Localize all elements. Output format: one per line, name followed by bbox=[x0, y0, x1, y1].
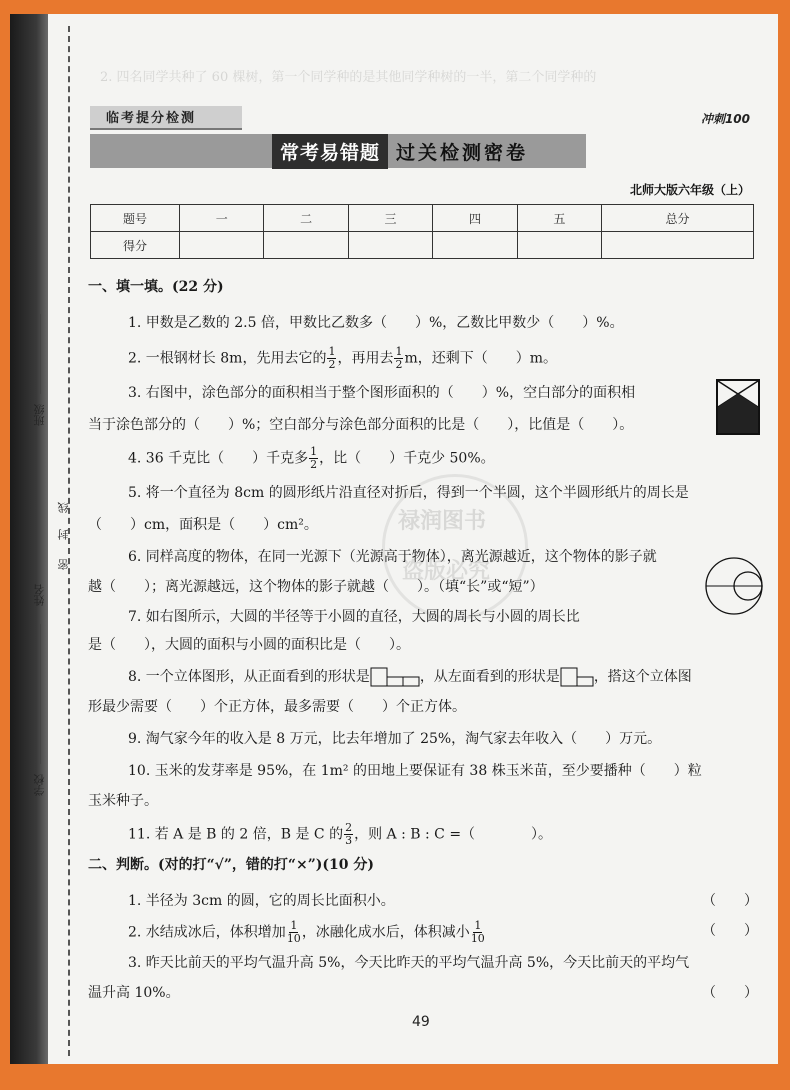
judge-2-text-b: ，冰融化成水后，体积减小 bbox=[301, 924, 470, 941]
side-seal-3: 线 bbox=[57, 502, 70, 513]
score-table bbox=[90, 204, 754, 259]
table-header-cell: 二 bbox=[264, 205, 348, 232]
side-line bbox=[40, 314, 41, 394]
watermark-text-1: 禄润图书 bbox=[398, 509, 487, 534]
question-7-line-1: 7. 如右图所示，大圆的半径等于小圆的直径，大圆的周长与小圆的周长比 bbox=[128, 609, 580, 625]
section-2-title: 二、判断。(对的打“√”，错的打“×”)(10 分) bbox=[88, 857, 374, 873]
side-label-class: 班级 bbox=[33, 404, 46, 426]
table-row-label: 得分 bbox=[91, 232, 180, 259]
side-seal-2: 封 bbox=[57, 529, 70, 540]
side-label-name: 姓名 bbox=[33, 584, 46, 606]
shaded-square-figure bbox=[716, 379, 760, 435]
fraction bbox=[287, 920, 301, 945]
q2-text-a: 2. 一根钢材长 8m，先用去它的 bbox=[128, 350, 327, 367]
numerator: 1 bbox=[310, 445, 318, 458]
q4-text-b: ，比（ ）千克少 50%。 bbox=[319, 450, 495, 467]
question-1: 1. 甲数是乙数的 2.5 倍，甲数比乙数多（ ）%，乙数比甲数少（ ）%。 bbox=[128, 315, 624, 331]
denominator: 2 bbox=[328, 358, 336, 371]
book-spine bbox=[10, 14, 48, 1064]
series-name: 冲刺100 bbox=[700, 112, 750, 126]
q11-text-b: ，则 A : B : C =（ ）。 bbox=[354, 826, 553, 843]
score-cell bbox=[180, 232, 264, 259]
judge-2-text-a: 2. 水结成冰后，体积增加 bbox=[128, 924, 286, 941]
question-11 bbox=[128, 822, 552, 847]
side-label-school: 学校 bbox=[33, 774, 46, 796]
question-6-line-2: 越（ ）；离光源越远，这个物体的影子就越（ ）。（填“长”或“短”） bbox=[88, 579, 544, 595]
fraction bbox=[327, 346, 336, 371]
title-rest: 过关检测密卷 bbox=[396, 141, 529, 164]
title-emphasis: 常考易错题 bbox=[272, 134, 388, 169]
fraction bbox=[344, 822, 353, 847]
answer-paren: （ ） bbox=[702, 985, 758, 1001]
question-8-line-2: 形最少需要（ ）个正方体，最多需要（ ）个正方体。 bbox=[88, 699, 466, 715]
page-number: 49 bbox=[412, 1014, 430, 1030]
score-cell bbox=[433, 232, 517, 259]
q11-text-a: 11. 若 A 是 B 的 2 倍，B 是 C 的 bbox=[128, 826, 344, 843]
score-cell bbox=[602, 232, 754, 259]
question-3-line-2: 当于涂色部分的（ ）%；空白部分与涂色部分面积的比是（ ），比值是（ ）。 bbox=[88, 417, 634, 433]
left-view-shape bbox=[560, 667, 594, 687]
numerator: 1 bbox=[474, 919, 482, 932]
q4-text-a: 4. 36 千克比（ ）千克多 bbox=[128, 450, 309, 467]
denominator: 2 bbox=[310, 458, 318, 471]
numerator: 1 bbox=[395, 345, 403, 358]
judge-1-text: 1. 半径为 3cm 的圆，它的周长比面积小。 bbox=[128, 893, 395, 909]
q8-text-c: ，搭这个立体图 bbox=[593, 669, 692, 685]
edition-label: 北师大版六年级（上） bbox=[629, 183, 750, 197]
section-1-title: 一、填一填。(22 分) bbox=[88, 279, 224, 295]
exam-page bbox=[10, 14, 778, 1064]
question-9: 9. 淘气家今年的收入是 8 万元，比去年增加了 25%，淘气家去年收入（ ）万元。 bbox=[128, 731, 662, 747]
fraction bbox=[394, 346, 403, 371]
question-3-line-1: 3. 右图中，涂色部分的面积相当于整个图形面积的（ ）%，空白部分的面积相 bbox=[128, 385, 636, 401]
score-cell bbox=[348, 232, 432, 259]
table-header-cell: 题号 bbox=[91, 205, 180, 232]
score-cell bbox=[264, 232, 348, 259]
fraction bbox=[471, 920, 485, 945]
table-header-cell: 三 bbox=[348, 205, 432, 232]
question-10-line-2: 玉米种子。 bbox=[88, 793, 158, 809]
judge-1 bbox=[128, 890, 758, 910]
judge-2 bbox=[128, 920, 758, 945]
answer-paren: （ ） bbox=[702, 923, 758, 939]
table-header-cell: 总分 bbox=[602, 205, 754, 232]
denominator: 10 bbox=[286, 932, 301, 945]
question-5-line-1: 5. 将一个直径为 8cm 的圆形纸片沿直径对折后，得到一个半圆，这个半圆形纸片的周长是 bbox=[128, 485, 689, 501]
question-5-line-2: （ ）cm，面积是（ ）cm²。 bbox=[88, 517, 318, 533]
q2-text-b: ，再用去 bbox=[337, 350, 394, 367]
fraction bbox=[309, 446, 318, 471]
question-6-line-1: 6. 同样高度的物体，在同一光源下（光源高于物体），离光源越近，这个物体的影子就 bbox=[128, 549, 657, 565]
numerator: 1 bbox=[328, 345, 336, 358]
q8-text-b: ，从左面看到的形状是 bbox=[419, 669, 560, 685]
q8-text-a: 8. 一个立体图形，从正面看到的形状是 bbox=[128, 669, 370, 685]
front-view-shape bbox=[370, 667, 420, 687]
table-header-cell: 一 bbox=[180, 205, 264, 232]
denominator: 10 bbox=[470, 932, 485, 945]
q2-text-c: m，还剩下（ ）m。 bbox=[404, 350, 558, 367]
table-row bbox=[91, 205, 754, 232]
page-title bbox=[272, 134, 588, 168]
binding-line bbox=[68, 26, 70, 1056]
question-7-line-2: 是（ ），大圆的面积与小圆的面积比是（ ）。 bbox=[88, 637, 410, 653]
watermark-text-2: 盗版必究 bbox=[402, 559, 491, 584]
side-seal-1: 密 bbox=[57, 559, 70, 570]
denominator: 2 bbox=[395, 358, 403, 371]
numerator: 2 bbox=[345, 821, 353, 834]
denominator: 3 bbox=[345, 834, 353, 847]
circles-figure bbox=[704, 556, 764, 616]
answer-paren: （ ） bbox=[702, 893, 758, 909]
question-2 bbox=[128, 346, 557, 371]
side-line bbox=[40, 624, 41, 764]
table-row bbox=[91, 232, 754, 259]
question-8-line-1 bbox=[128, 666, 692, 687]
score-cell bbox=[517, 232, 601, 259]
bleed-through-text: 2. 四名同学共种了 60 棵树，第一个同学种的是其他同学种树的一半，第二个同学种的 bbox=[100, 70, 597, 85]
judge-3-line-1: 3. 昨天比前天的平均气温升高 5%，今天比昨天的平均气温升高 5%，今天比前天的平均气 bbox=[128, 955, 690, 971]
judge-3-text-b: 温升高 10%。 bbox=[88, 985, 180, 1001]
header-tag: 临考提分检测 bbox=[106, 111, 197, 126]
question-10-line-1: 10. 玉米的发芽率是 95%，在 1m² 的田地上要保证有 38 株玉米苗，至少要播种（ ）粒 bbox=[128, 763, 702, 779]
table-header-cell: 五 bbox=[517, 205, 601, 232]
table-header-cell: 四 bbox=[433, 205, 517, 232]
question-4 bbox=[128, 446, 495, 471]
judge-3-line-2 bbox=[88, 982, 758, 1002]
numerator: 1 bbox=[290, 919, 298, 932]
